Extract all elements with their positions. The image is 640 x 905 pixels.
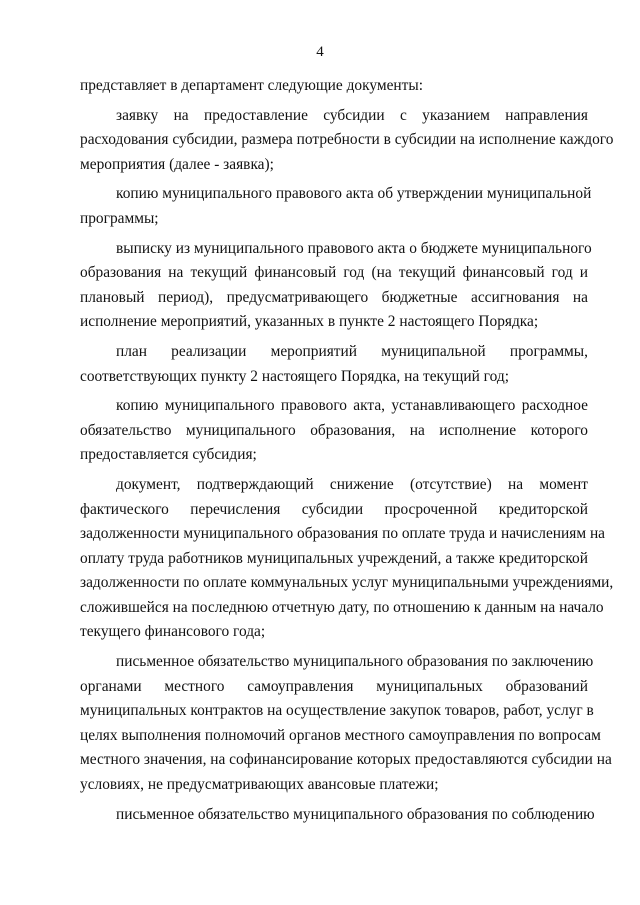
text-line: образования на текущий финансовый год (на текущий финансовый год и xyxy=(80,264,588,282)
text-line: план реализации мероприятий муниципальной программы, xyxy=(116,342,588,360)
paragraph xyxy=(80,182,592,231)
text-line: программы; xyxy=(80,209,159,227)
text-line: целях выполнения полномочий органов местного самоуправления по вопросам xyxy=(80,726,601,744)
text-line: соответствующих пункту 2 настоящего Порядка, на текущий год; xyxy=(80,367,509,385)
text-line: выписку из муниципального правового акта о бюджете муниципального xyxy=(116,239,592,257)
paragraph xyxy=(80,340,588,389)
text-line: задолженности муниципального образования по оплате труда и начислениям на xyxy=(80,525,606,543)
text-line: муниципальных контрактов на осуществление закупок товаров, работ, услуг в xyxy=(80,702,594,720)
text-line: представляет в департамент следующие документы: xyxy=(80,77,424,94)
paragraph xyxy=(80,803,595,828)
document-body xyxy=(80,74,614,832)
text-line: копию муниципального правового акта об утверждении муниципальной xyxy=(116,185,592,203)
text-line: предоставляется субсидия; xyxy=(80,446,257,464)
page-number: 4 xyxy=(316,44,324,60)
text-line: оплату труда работников муниципальных учреждений, а также кредиторской xyxy=(80,549,588,567)
paragraph xyxy=(80,473,614,645)
text-line: органами местного самоуправления муниципальных образований xyxy=(80,677,588,695)
text-line: копию муниципального правового акта, устанавливающего расходное xyxy=(116,397,588,415)
text-line: письменное обязательство муниципального образования по соблюдению xyxy=(116,805,595,823)
text-line: условиях, не предусматривающих авансовые платежи; xyxy=(80,776,439,794)
text-line: текущего финансового года; xyxy=(80,623,266,641)
paragraph xyxy=(80,74,588,99)
paragraph xyxy=(80,650,612,798)
text-line: фактического перечисления субсидии просроченной кредиторской xyxy=(80,500,588,518)
text-line: мероприятия (далее - заявка); xyxy=(80,155,274,173)
text-line: расходования субсидии, размера потребности в субсидии на исполнение каждого xyxy=(80,131,614,149)
text-line: задолженности по оплате коммунальных услуг муниципальными учреждениями, xyxy=(80,574,614,592)
text-line: плановый период), предусматривающего бюджетные ассигнования на xyxy=(80,288,588,306)
paragraph xyxy=(80,237,592,335)
text-line: документ, подтверждающий снижение (отсутствие) на момент xyxy=(116,475,588,493)
text-line: письменное обязательство муниципального образования по заключению xyxy=(116,653,594,671)
text-line: местного значения, на софинансирование которых предоставляются субсидии на xyxy=(80,751,612,769)
paragraph xyxy=(80,394,588,468)
text-line: заявку на предоставление субсидии с указанием направления xyxy=(116,106,588,124)
paragraph xyxy=(80,104,614,178)
text-line: сложившейся на последнюю отчетную дату, по отношению к данным на начало xyxy=(80,598,604,616)
text-line: обязательство муниципального образования, на исполнение которого xyxy=(80,421,588,439)
text-line: исполнение мероприятий, указанных в пункте 2 настоящего Порядка; xyxy=(80,313,539,331)
